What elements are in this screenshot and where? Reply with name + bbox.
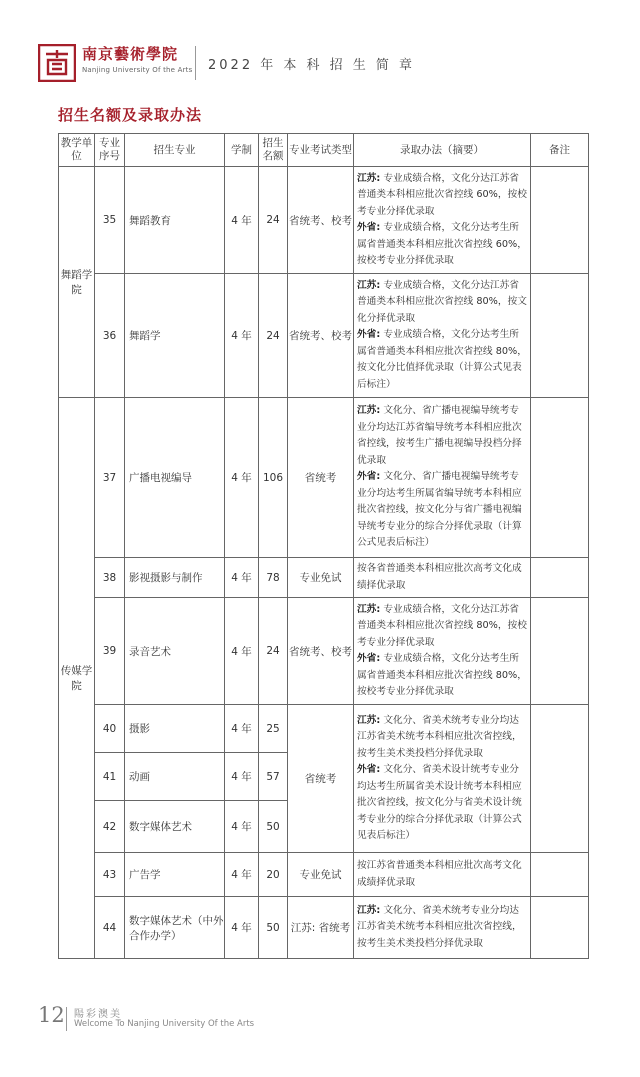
rule-label-other: 外省: [357, 653, 381, 664]
header-years: 学制 [225, 134, 259, 167]
remark-cell [531, 274, 589, 398]
rule-text-other: 专业成绩合格，文化分达考生所属省普通类本科相应批次省控线 60%，按校考专业分择优录取 [357, 222, 527, 266]
table-row [59, 167, 589, 274]
quota-cell: 24 [259, 167, 288, 274]
rule-text-jiangsu: 专业成绩合格，文化分达江苏省普通类本科相应批次省控线 60%，按校考专业分择优录取 [357, 172, 527, 217]
seq-cell: 38 [95, 558, 125, 598]
table-row [59, 274, 589, 398]
years-cell: 4 年 [225, 897, 259, 959]
unit-cell-dance: 舞蹈学院 [59, 167, 95, 398]
table-row [59, 558, 589, 598]
quota-cell: 20 [259, 853, 288, 897]
header-seq: 专业序号 [95, 134, 125, 167]
table-row [59, 705, 589, 753]
rule-label-jiangsu: 江苏: [357, 603, 381, 615]
major-cell: 广告学 [125, 853, 225, 897]
rule-text-other: 文化分、省广播电视编导统考专业分均达考生所属省编导统考本科相应批次省控线，按文化分与省广播电视编导统考专业分的综合分择优录取（计算公式见表后标注） [357, 471, 522, 549]
rule-text-jiangsu: 文化分、省美术统考专业分均达江苏省美术统考本科相应批次省控线，按考生美术类投档分择优录取 [357, 714, 522, 759]
rule-text-jiangsu: 文化分、省广播电视编导统考专业分均达江苏省编导统考本科相应批次省控线，按考生广播电视编导投档分择优录取 [357, 405, 522, 466]
quota-cell: 57 [259, 753, 288, 801]
remark-cell [531, 398, 589, 558]
rule-label-jiangsu: 江苏: [357, 405, 381, 417]
remark-cell [531, 167, 589, 274]
admission-rule-cell [354, 705, 531, 853]
rule-text-other: 专业成绩合格，文化分达考生所属省普通类本科相应批次省控线 80%，按校考专业分择优录取 [357, 653, 527, 697]
major-cell: 摄影 [125, 705, 225, 753]
exam-type-cell: 省统考、校考 [288, 598, 354, 705]
quota-cell: 50 [259, 897, 288, 959]
seq-cell: 42 [95, 801, 125, 853]
rule-label-jiangsu: 江苏: [357, 904, 381, 916]
admission-rule-cell [354, 167, 531, 274]
years-cell: 4 年 [225, 558, 259, 598]
remark-cell [531, 853, 589, 897]
major-cell: 舞蹈教育 [125, 167, 225, 274]
years-cell: 4 年 [225, 167, 259, 274]
years-cell: 4 年 [225, 705, 259, 753]
major-cell: 录音艺术 [125, 598, 225, 705]
admission-table [58, 133, 589, 959]
unit-cell-media: 传媒学院 [59, 398, 95, 959]
table-header-row [59, 134, 589, 167]
seq-cell: 37 [95, 398, 125, 558]
major-cell: 广播电视编导 [125, 398, 225, 558]
footer-divider [66, 1007, 67, 1031]
university-seal-logo [38, 44, 76, 82]
quota-cell: 25 [259, 705, 288, 753]
remark-cell [531, 558, 589, 598]
table-row [59, 853, 589, 897]
seq-cell: 39 [95, 598, 125, 705]
rule-text-jiangsu: 文化分、省美术统考专业分均达江苏省美术统考本科相应批次省控线，按考生美术类投档分择优录取 [357, 904, 522, 949]
remark-cell [531, 897, 589, 959]
years-cell: 4 年 [225, 598, 259, 705]
rule-text-jiangsu: 专业成绩合格，文化分达江苏省普通类本科相应批次省控线 80%，按文化分择优录取 [357, 279, 527, 324]
exam-type-cell: 专业免试 [288, 558, 354, 598]
university-name-en: Nanjing University Of the Arts [82, 66, 193, 74]
section-title: 招生名额及录取办法 [58, 106, 203, 124]
quota-cell: 50 [259, 801, 288, 853]
rule-text-other: 专业成绩合格，文化分达考生所属省普通类本科相应批次省控线 80%，按文化分比值择优录取（计算公式见表后标注） [357, 329, 527, 390]
quota-cell: 78 [259, 558, 288, 598]
rule-text-jiangsu: 专业成绩合格，文化分达江苏省普通类本科相应批次省控线 80%，按校考专业分择优录取 [357, 603, 527, 648]
table-row [59, 598, 589, 705]
years-cell: 4 年 [225, 753, 259, 801]
brochure-title: 2022 年 本 科 招 生 简 章 [208, 58, 416, 73]
table-row [59, 398, 589, 558]
quota-cell: 24 [259, 598, 288, 705]
admission-rule-cell [354, 274, 531, 398]
header-unit: 教学单位 [59, 134, 95, 167]
major-cell: 舞蹈学 [125, 274, 225, 398]
exam-type-cell: 省统考 [288, 705, 354, 853]
seq-cell: 35 [95, 167, 125, 274]
exam-type-cell: 专业免试 [288, 853, 354, 897]
header-quota: 招生名额 [259, 134, 288, 167]
seq-cell: 40 [95, 705, 125, 753]
years-cell: 4 年 [225, 398, 259, 558]
major-cell: 数字媒体艺术 [125, 801, 225, 853]
rule-label-jiangsu: 江苏: [357, 279, 381, 291]
remark-cell [531, 705, 589, 853]
major-cell: 影视摄影与制作 [125, 558, 225, 598]
admission-rule-cell [354, 398, 531, 558]
table-row [59, 897, 589, 959]
rule-label-other: 外省: [357, 222, 381, 233]
seq-cell: 44 [95, 897, 125, 959]
footer-slogan-cn: 陽彩澳美 [74, 1009, 122, 1020]
rule-label-other: 外省: [357, 329, 381, 341]
quota-cell: 106 [259, 398, 288, 558]
rule-label-jiangsu: 江苏: [357, 714, 381, 726]
admission-rule-cell: 按各省普通类本科相应批次高考文化成绩择优录取 [354, 558, 531, 598]
years-cell: 4 年 [225, 853, 259, 897]
seq-cell: 43 [95, 853, 125, 897]
remark-cell [531, 598, 589, 705]
admission-rule-cell [354, 897, 531, 959]
years-cell: 4 年 [225, 274, 259, 398]
university-name-cn: 南京藝術學院 [82, 45, 179, 63]
rule-label-jiangsu: 江苏: [357, 172, 381, 184]
exam-type-cell: 省统考、校考 [288, 274, 354, 398]
admission-rule-cell: 按江苏省普通类本科相应批次高考文化成绩择优录取 [354, 853, 531, 897]
rule-text-other: 文化分、省美术设计统考专业分均达考生所属省美术设计统考本科相应批次省控线，按文化分与省美术设计统考专业分的综合分择优录取（计算公式见表后标注） [357, 764, 522, 841]
seq-cell: 41 [95, 753, 125, 801]
quota-cell: 24 [259, 274, 288, 398]
major-cell: 动画 [125, 753, 225, 801]
header-exam-type: 专业考试类型 [288, 134, 354, 167]
header-remark: 备注 [531, 134, 589, 167]
major-cell: 数字媒体艺术（中外合作办学） [125, 897, 225, 959]
page-number: 12 [38, 1003, 65, 1027]
header-divider [195, 46, 196, 80]
admission-rule-cell [354, 598, 531, 705]
page-header [38, 38, 618, 88]
years-cell: 4 年 [225, 801, 259, 853]
exam-type-cell: 省统考、校考 [288, 167, 354, 274]
rule-label-other: 外省: [357, 471, 381, 483]
footer-slogan-en: Welcome To Nanjing University Of the Arts [74, 1019, 255, 1029]
header-major: 招生专业 [125, 134, 225, 167]
rule-label-other: 外省: [357, 764, 381, 775]
header-admission: 录取办法（摘要） [354, 134, 531, 167]
exam-type-cell: 省统考 [288, 398, 354, 558]
page-footer [38, 1001, 598, 1041]
exam-type-cell: 江苏: 省统考 [288, 897, 354, 959]
seq-cell: 36 [95, 274, 125, 398]
